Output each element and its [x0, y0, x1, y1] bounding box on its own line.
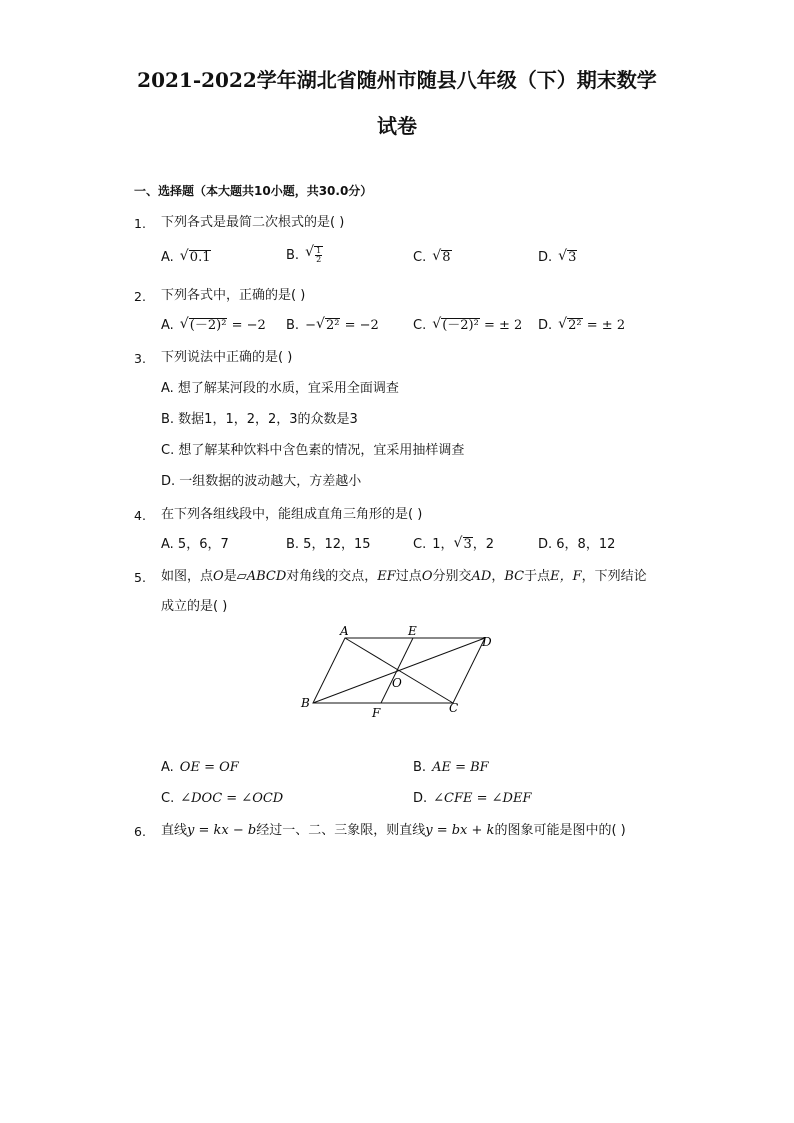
option-expr: ∠DOC = ∠OCD [180, 791, 284, 806]
math-run: BC [504, 569, 525, 584]
option-label: B. [413, 760, 427, 775]
option-label: A. [161, 250, 174, 265]
option-expr: ∠CFE = ∠DEF [433, 791, 532, 806]
question-number-6: 6. [134, 824, 146, 839]
radicand: 3 [463, 537, 472, 552]
q4-option-d: D. 6，8，12 [538, 537, 616, 552]
math-run: O [421, 569, 433, 584]
option-label: C. [413, 318, 427, 333]
sqrt-expr [432, 250, 451, 266]
q2-option-a [161, 318, 266, 334]
option-label: B. [286, 318, 300, 333]
q3-option-c: C. 想了解某种饮料中含色素的情况，宜采用抽样调查 [161, 443, 465, 458]
question-text-6 [161, 823, 671, 839]
q4-option-a: A. 5，6，7 [161, 537, 229, 552]
option-label: D. [538, 250, 553, 265]
sqrt-expr [558, 250, 577, 266]
expr-rest: = −2 [340, 318, 379, 333]
point-label-o: O [392, 676, 402, 690]
section-heading: 一、选择题（本大题共10小题，共30.0分） [134, 184, 373, 198]
radicand: 2² [325, 318, 340, 333]
exam-title-line1: 2021-2022学年湖北省随州市随县八年级（下）期末数学 [137, 68, 657, 92]
text-run: 经过一、二、三象限，则直线 [256, 823, 426, 838]
math-run: y = bx + k [425, 823, 495, 838]
question-number-3: 3. [134, 351, 146, 366]
option-label: B. [286, 248, 300, 263]
q5-option-b [413, 760, 489, 776]
question-text-5-line2: 成立的是( ) [161, 599, 228, 614]
fraction-numerator: √ 1 [316, 246, 322, 255]
text-run: 过点 [395, 569, 422, 584]
exam-title-line2: 试卷 [377, 114, 417, 138]
q1-option-d [538, 250, 577, 266]
expr-rest: = ± 2 [479, 318, 523, 333]
sqrt-expr [454, 537, 473, 553]
radicand: 0.1 [189, 250, 211, 265]
text-run: 的图象可能是图中的( ) [494, 823, 626, 838]
radicand: (－2)² [189, 318, 227, 333]
option-expr: OE = OF [179, 760, 239, 775]
point-label-e: E [408, 624, 417, 638]
q3-option-a: A. 想了解某河段的水质，宜采用全面调查 [161, 381, 399, 396]
question-number-5: 5. [134, 570, 146, 585]
point-label-a: A [340, 624, 349, 638]
q2-option-c [413, 318, 522, 334]
text-run: 分别交 [432, 569, 472, 584]
option-label: C. [413, 250, 427, 265]
point-label-c: C [449, 701, 459, 715]
q5-option-a [161, 760, 239, 776]
q3-option-b: B. 数据1，1，2，2，3的众数是3 [161, 412, 358, 427]
segment-ef [381, 638, 413, 703]
option-label: C. [413, 537, 427, 552]
math-run: y = kx − b [187, 823, 257, 838]
q1-option-b [286, 246, 323, 264]
option-label: D. [413, 791, 428, 806]
question-text-5-line1 [161, 569, 671, 585]
point-label-f: F [372, 706, 381, 720]
parallelogram-figure [296, 621, 506, 725]
sqrt-expr [305, 246, 323, 264]
option-label: D. [538, 318, 553, 333]
radicand: (－2)² [442, 318, 479, 333]
question-text-3: 下列说法中正确的是( ) [161, 350, 293, 365]
option-label: C. [161, 791, 175, 806]
q1-option-c [413, 250, 452, 266]
option-expr: AE = BF [432, 760, 489, 775]
text-run: 直线 [161, 823, 188, 838]
text-run: 于点 [524, 569, 551, 584]
text-run: 是 [223, 569, 237, 584]
math-run: E，F [550, 569, 582, 584]
text-run: 如图，点 [161, 569, 214, 584]
option-label: A. [161, 760, 174, 775]
expr-rest: = ± 2 [582, 318, 626, 333]
minus-sign: − [305, 318, 316, 333]
question-number-1: 1. [134, 216, 146, 231]
math-run: EF [377, 569, 396, 584]
sqrt-expr [180, 250, 212, 266]
text-run: ， [491, 569, 505, 584]
radicand: 8 [442, 250, 451, 265]
fraction-denominator: 2 [316, 255, 322, 264]
option-label: A. [161, 318, 174, 333]
question-text-4: 在下列各组线段中，能组成直角三角形的是( ) [161, 507, 423, 522]
q5-option-d [413, 791, 532, 807]
math-run: ▱ABCD [236, 569, 287, 584]
point-label-b: B [301, 696, 310, 710]
fraction [315, 247, 322, 264]
expr-pre: 1， [432, 537, 454, 552]
q2-option-b [286, 318, 379, 334]
text-run: 对角线的交点， [286, 569, 378, 584]
q1-option-a [161, 250, 211, 266]
expr-rest: = −2 [227, 318, 266, 333]
q4-option-c [413, 537, 494, 553]
radicand [314, 246, 323, 264]
question-number-2: 2. [134, 289, 146, 304]
math-run: O [213, 569, 224, 584]
question-text-1: 下列各式是最简二次根式的是( ) [161, 215, 345, 230]
point-label-d: D [482, 635, 492, 649]
question-text-2: 下列各式中，正确的是( ) [161, 288, 306, 303]
radicand: 3 [568, 250, 577, 265]
question-number-4: 4. [134, 508, 146, 523]
diagonal-bd [313, 638, 485, 703]
q5-option-c [161, 791, 283, 807]
expr-rest: ，2 [472, 537, 495, 552]
q2-option-d [538, 318, 625, 334]
radicand: 2² [568, 318, 582, 333]
math-run: AD [471, 569, 492, 584]
q3-option-d: D. 一组数据的波动越大，方差越小 [161, 474, 362, 489]
q4-option-b: B. 5，12，15 [286, 537, 371, 552]
text-run: ，下列结论 [581, 569, 647, 584]
sqrt-expr [180, 318, 228, 334]
sqrt-expr [432, 318, 480, 334]
sqrt-expr [558, 318, 582, 334]
sqrt-expr [316, 318, 340, 334]
